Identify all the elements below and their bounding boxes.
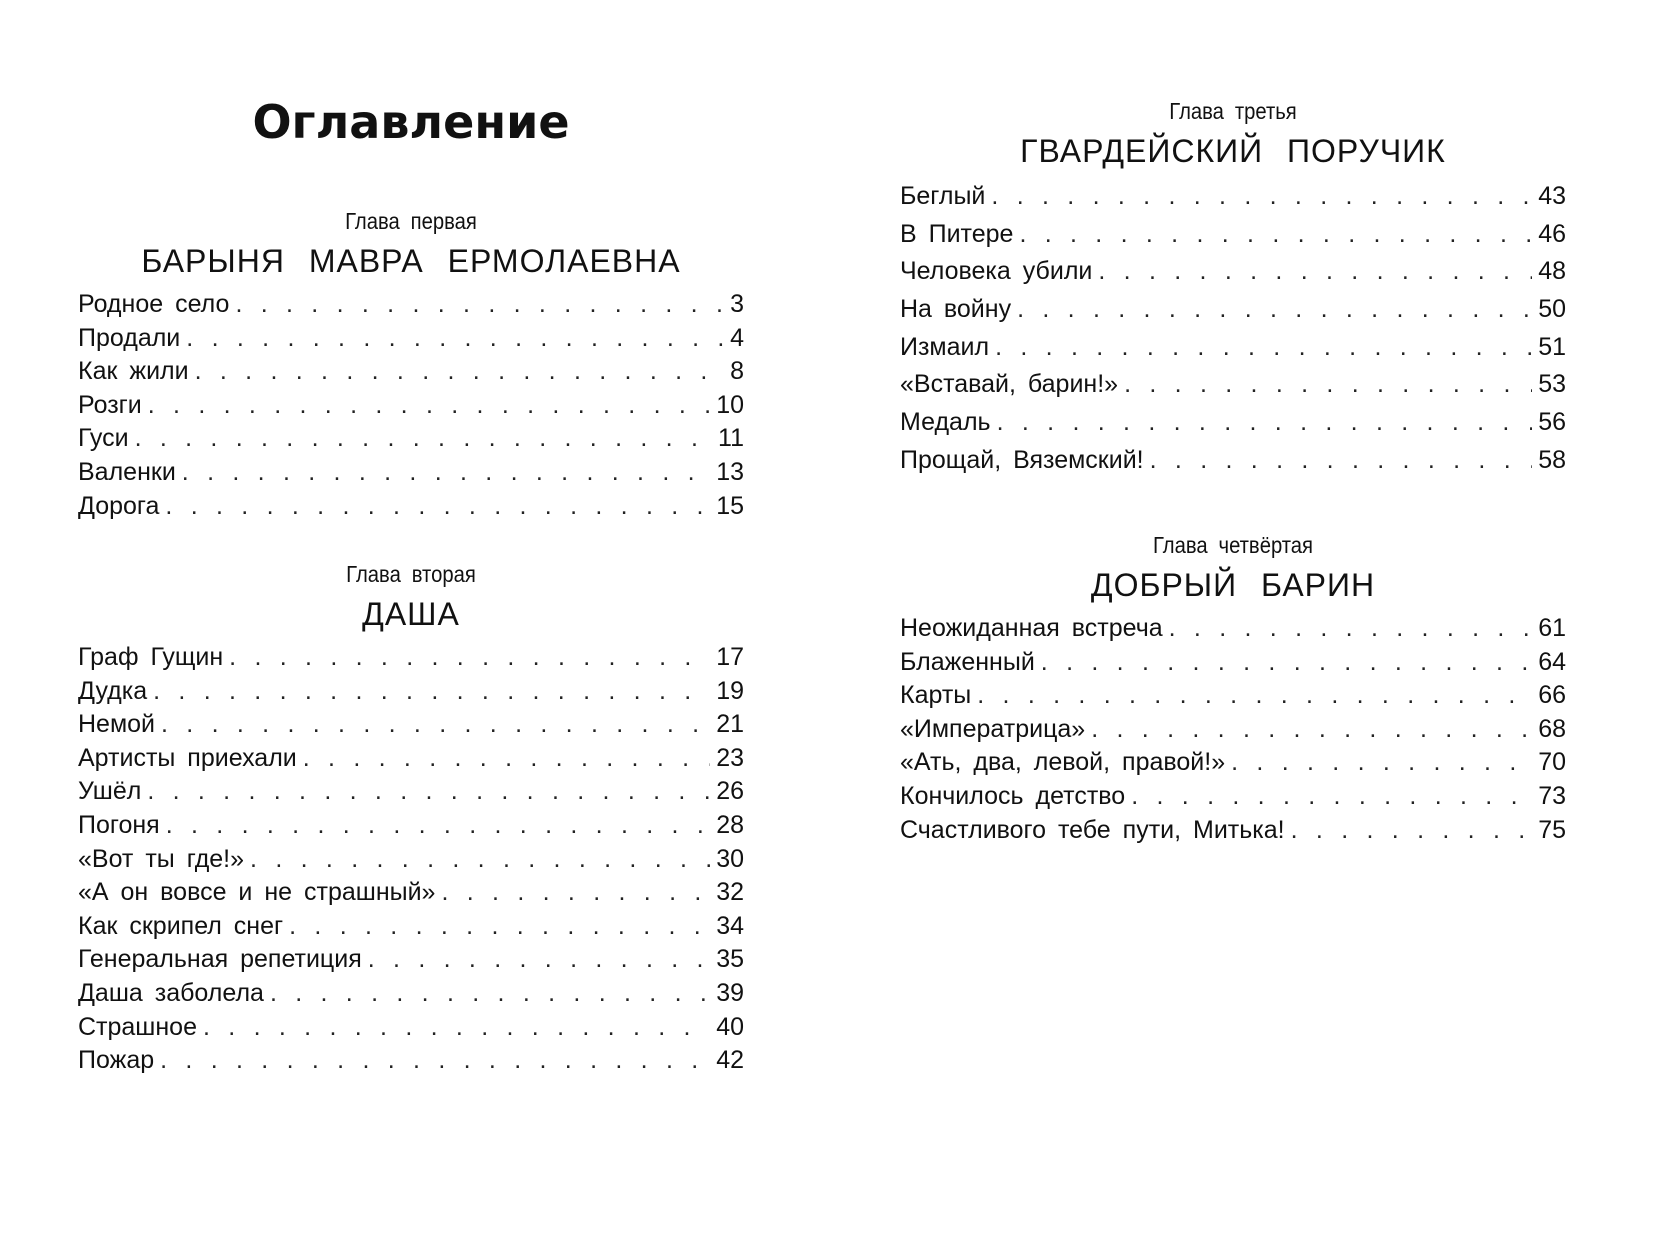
chapter-title: БАРЫНЯ МАВРА ЕРМОЛАЕВНА [141, 243, 681, 279]
toc-entry [78, 910, 744, 944]
toc-entry [78, 456, 744, 490]
entry-page-number: 68 [1538, 714, 1566, 743]
toc-entry [78, 977, 744, 1011]
entry-title: Измаил [900, 332, 990, 361]
entry-page-number: 56 [1538, 408, 1566, 437]
dot-leader [186, 322, 724, 356]
dot-leader [997, 404, 1533, 442]
chapter-label: Глава вторая [346, 561, 476, 587]
entry-title: Неожиданная встреча [900, 614, 1163, 642]
entry-page-number: 46 [1538, 219, 1566, 248]
dot-leader [991, 178, 1532, 216]
dot-leader [135, 422, 712, 456]
toc-entry [78, 943, 744, 977]
toc-entry [78, 876, 744, 910]
entry-title: «Ать, два, левой, правой!» [900, 748, 1226, 777]
dot-leader [195, 355, 725, 389]
dot-leader [289, 910, 710, 944]
chapter-label: Глава четвёртая [1152, 532, 1314, 558]
entry-title: Артисты приехали [78, 743, 297, 772]
entry-title: Страшное [78, 1012, 197, 1041]
entry-title: Немой [78, 710, 156, 739]
entry-title: Счастливого тебе пути, Митька! [900, 815, 1285, 844]
dot-leader [250, 843, 710, 877]
toc-entry [78, 422, 744, 456]
dot-leader [147, 775, 710, 809]
entry-page-number: 73 [1538, 781, 1566, 810]
chapter-entries [78, 288, 744, 523]
chapter-label: Глава первая [345, 208, 477, 234]
entry-page-number: 19 [716, 676, 744, 705]
entry-title: «Вставай, барин!» [900, 370, 1119, 399]
dot-leader [153, 675, 710, 709]
entry-title: Как жили [78, 357, 189, 386]
toc-entry [900, 178, 1566, 216]
entry-page-number: 66 [1538, 681, 1566, 710]
toc-entry [78, 742, 744, 776]
toc-entry [78, 355, 744, 389]
entry-page-number: 64 [1538, 647, 1566, 676]
entry-title: Медаль [900, 408, 991, 437]
toc-entry [900, 814, 1566, 848]
entry-page-number: 4 [730, 323, 744, 352]
chapter-2 [78, 559, 744, 1078]
dot-leader [235, 288, 724, 322]
toc-entry [78, 641, 744, 675]
dot-leader [368, 943, 710, 977]
chapter-title: ДАША [362, 596, 460, 632]
entry-title: Розги [78, 390, 142, 419]
toc-entry [900, 329, 1566, 367]
dot-leader [148, 389, 710, 423]
entry-page-number: 26 [716, 777, 744, 806]
entry-title: В Питере [900, 219, 1014, 248]
entry-page-number: 39 [716, 978, 744, 1007]
entry-title: Родное село [78, 290, 230, 318]
dot-leader [1019, 216, 1532, 254]
chapter-title: ГВАРДЕЙСКИЙ ПОРУЧИК [1020, 133, 1446, 169]
entry-page-number: 13 [716, 457, 744, 486]
entry-title: «Вот ты где!» [78, 844, 245, 873]
chapter-entries [78, 641, 744, 1078]
dot-leader [977, 679, 1532, 713]
entry-page-number: 21 [716, 710, 744, 739]
dot-leader [229, 641, 710, 675]
entry-page-number: 58 [1538, 445, 1566, 474]
entry-page-number: 40 [716, 1012, 744, 1041]
chapter-label: Глава третья [1169, 98, 1297, 124]
toc-entry [78, 809, 744, 843]
dot-leader [1041, 646, 1532, 680]
dot-leader [203, 1011, 710, 1045]
dot-leader [160, 1044, 710, 1078]
entry-title: Блаженный [900, 647, 1035, 676]
entry-page-number: 11 [718, 424, 744, 453]
dot-leader [1124, 366, 1532, 404]
entry-title: Беглый [900, 182, 986, 210]
entry-title: Ушёл [78, 777, 142, 806]
chapter-1 [78, 206, 744, 523]
toc-entry [78, 1044, 744, 1078]
entry-title: Гуси [78, 424, 129, 453]
toc-entry [78, 708, 744, 742]
entry-page-number: 51 [1538, 332, 1566, 361]
entry-title: Валенки [78, 457, 176, 486]
dot-leader [165, 490, 710, 524]
dot-leader [270, 977, 710, 1011]
chapter-4 [900, 530, 1566, 847]
entry-title: Кончилось детство [900, 781, 1126, 810]
toc-entry [78, 490, 744, 524]
dot-leader [1098, 253, 1532, 291]
entry-page-number: 10 [716, 390, 744, 419]
dot-leader [1131, 780, 1532, 814]
toc-entry [900, 366, 1566, 404]
dot-leader [1291, 814, 1533, 848]
entry-page-number: 28 [716, 810, 744, 839]
chapter-entries [900, 178, 1566, 480]
entry-title: Человека убили [900, 257, 1093, 286]
entry-title: Продали [78, 323, 181, 352]
toc-entry [900, 713, 1566, 747]
dot-leader [166, 809, 710, 843]
entry-title: Граф Гущин [78, 643, 224, 671]
dot-leader [182, 456, 710, 490]
toc-entry [900, 253, 1566, 291]
entry-title: Прощай, Вяземский! [900, 445, 1144, 474]
chapter-3 [900, 96, 1566, 480]
toc-entry [78, 288, 744, 322]
entry-page-number: 75 [1538, 815, 1566, 844]
entry-title: Дорога [78, 491, 160, 520]
entry-page-number: 61 [1538, 614, 1566, 642]
toc-entry [900, 442, 1566, 480]
toc-entry [900, 612, 1566, 646]
toc-entry [78, 775, 744, 809]
dot-leader [161, 708, 710, 742]
chapter-entries [900, 612, 1566, 847]
entry-page-number: 15 [716, 491, 744, 520]
toc-entry [900, 679, 1566, 713]
dot-leader [1017, 291, 1532, 329]
entry-page-number: 50 [1538, 295, 1566, 324]
dot-leader [441, 876, 710, 910]
dot-leader [1091, 713, 1532, 747]
chapter-title: ДОБРЫЙ БАРИН [1090, 567, 1376, 603]
toc-entry [900, 746, 1566, 780]
entry-title: На войну [900, 295, 1012, 324]
entry-page-number: 32 [716, 878, 744, 907]
entry-page-number: 43 [1538, 182, 1566, 210]
entry-page-number: 3 [730, 290, 744, 318]
dot-leader [1231, 746, 1532, 780]
toc-entry [78, 1011, 744, 1045]
toc-entry [78, 322, 744, 356]
entry-title: Даша заболела [78, 978, 264, 1007]
entry-page-number: 30 [716, 844, 744, 873]
toc-entry [78, 675, 744, 709]
toc-entry [900, 291, 1566, 329]
entry-title: Как скрипел снег [78, 911, 284, 940]
entry-title: Карты [900, 681, 972, 710]
entry-page-number: 17 [716, 643, 744, 671]
dot-leader [995, 329, 1532, 367]
entry-page-number: 48 [1538, 257, 1566, 286]
entry-title: «Императрица» [900, 714, 1086, 743]
entry-title: Дудка [78, 676, 148, 705]
entry-title: Генеральная репетиция [78, 945, 362, 974]
dot-leader [1169, 612, 1533, 646]
toc-title: Оглавление [252, 95, 570, 149]
entry-page-number: 23 [716, 743, 744, 772]
toc-entry [900, 780, 1566, 814]
entry-title: Погоня [78, 810, 160, 839]
toc-entry [78, 843, 744, 877]
entry-page-number: 8 [730, 357, 744, 386]
toc-entry [900, 404, 1566, 442]
entry-page-number: 35 [716, 945, 744, 974]
entry-page-number: 70 [1538, 748, 1566, 777]
entry-title: Пожар [78, 1046, 155, 1075]
toc-entry [78, 389, 744, 423]
entry-page-number: 42 [716, 1046, 744, 1075]
entry-title: «А он вовсе и не страшный» [78, 878, 436, 907]
toc-entry [900, 646, 1566, 680]
dot-leader [1150, 442, 1533, 480]
toc-entry [900, 216, 1566, 254]
entry-page-number: 53 [1538, 370, 1566, 399]
entry-page-number: 34 [716, 911, 744, 940]
dot-leader [303, 742, 710, 776]
